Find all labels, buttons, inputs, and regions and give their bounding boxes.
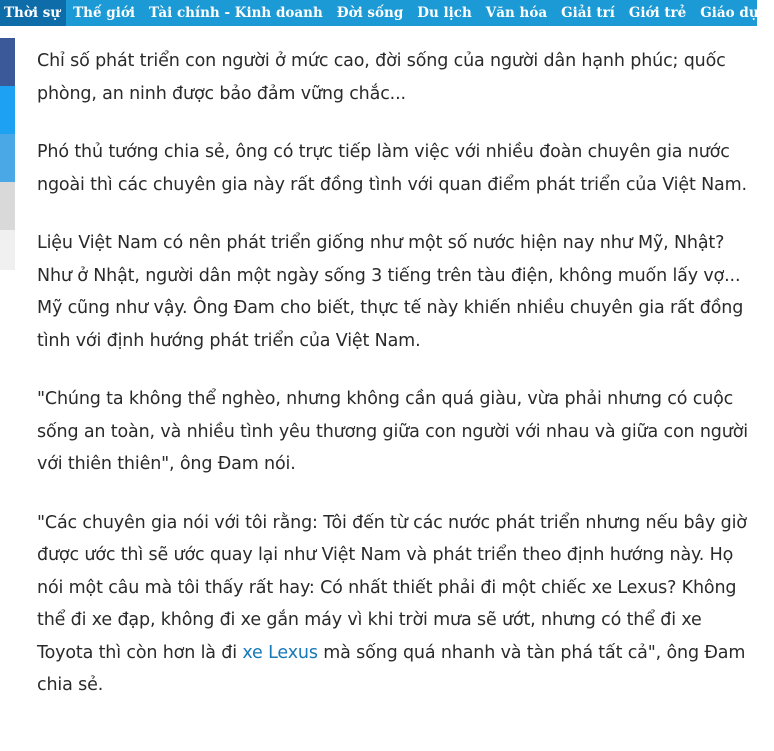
xe-lexus-link[interactable]: xe Lexus: [242, 642, 318, 663]
twitter-icon[interactable]: [0, 86, 15, 134]
nav-item-giao-duc[interactable]: Giáo dục: [700, 5, 767, 21]
linkedin-icon[interactable]: [0, 134, 15, 182]
nav-item-doi-song[interactable]: Đời sống: [336, 5, 404, 21]
more-share-icon[interactable]: [0, 182, 15, 230]
facebook-icon[interactable]: [0, 38, 15, 86]
article-paragraph-1: Chỉ số phát triển con người ở mức cao, đời sống của người dân hạnh phúc; quốc phòng, an ninh được bảo đảm vững chắc...: [37, 51, 726, 104]
nav-item-gioi-tre[interactable]: Giới trẻ: [628, 5, 687, 21]
article-paragraph-3: Liệu Việt Nam có nên phát triển giống như một số nước hiện nay như Mỹ, Nhật? Như ở Nhật, người dân một ngày sống 3 tiếng trên tàu điện, không muốn lấy vợ... Mỹ cũng như vậy. Ông Đam cho biết, thực tế này khiến nhiều chuyên gia rất đồng tình với định hướng phát triển của Việt Nam.: [37, 233, 744, 351]
article-paragraph-4: "Chúng ta không thể nghèo, nhưng không cần quá giàu, vừa phải nhưng có cuộc sống an toàn, và nhiều tình yêu thương giữa con người với nhau và giữa con người với thiên thiên", ông Đam nói.: [37, 389, 748, 474]
article-paragraph-5: [37, 507, 749, 702]
nav-item-the-gioi[interactable]: Thế giới: [73, 5, 135, 21]
article-body: [37, 45, 749, 728]
nav-item-thoi-su[interactable]: Thời sự: [0, 0, 66, 26]
nav-item-van-hoa[interactable]: Văn hóa: [485, 5, 548, 21]
article-paragraph-2: Phó thủ tướng chia sẻ, ông có trực tiếp làm việc với nhiều đoàn chuyên gia nước ngoài thì các chuyên gia này rất đồng tình với quan điểm phát triển của Việt Nam.: [37, 142, 747, 195]
paragraph-5-text-after: mà sống quá nhanh và tàn phá tất cả", ông Đam chia sẻ.: [37, 642, 746, 695]
nav-item-du-lich[interactable]: Du lịch: [417, 5, 472, 21]
paragraph-5-text-before: "Các chuyên gia nói với tôi rằng: Tôi đến từ các nước phát triển nhưng nếu bây giờ được ước thì sẽ ước quay lại như Việt Nam và phát triển theo định hướng này. Họ nói một câu mà tôi thấy rất hay: Có nhất thiết phải đi một chiếc xe Lexus? Không thể đi xe đạp, không đi xe gắn máy vì khi trời mưa sẽ ướt, nhưng có thể đi xe Toyota thì còn hơn là đi: [37, 512, 747, 663]
social-share-bar: [0, 38, 15, 270]
category-navbar: [0, 0, 767, 26]
nav-item-giai-tri[interactable]: Giải trí: [561, 5, 615, 21]
nav-item-tai-chinh-kinh-doanh[interactable]: Tài chính - Kinh doanh: [148, 5, 323, 21]
share-bar-spacer: [0, 230, 15, 270]
